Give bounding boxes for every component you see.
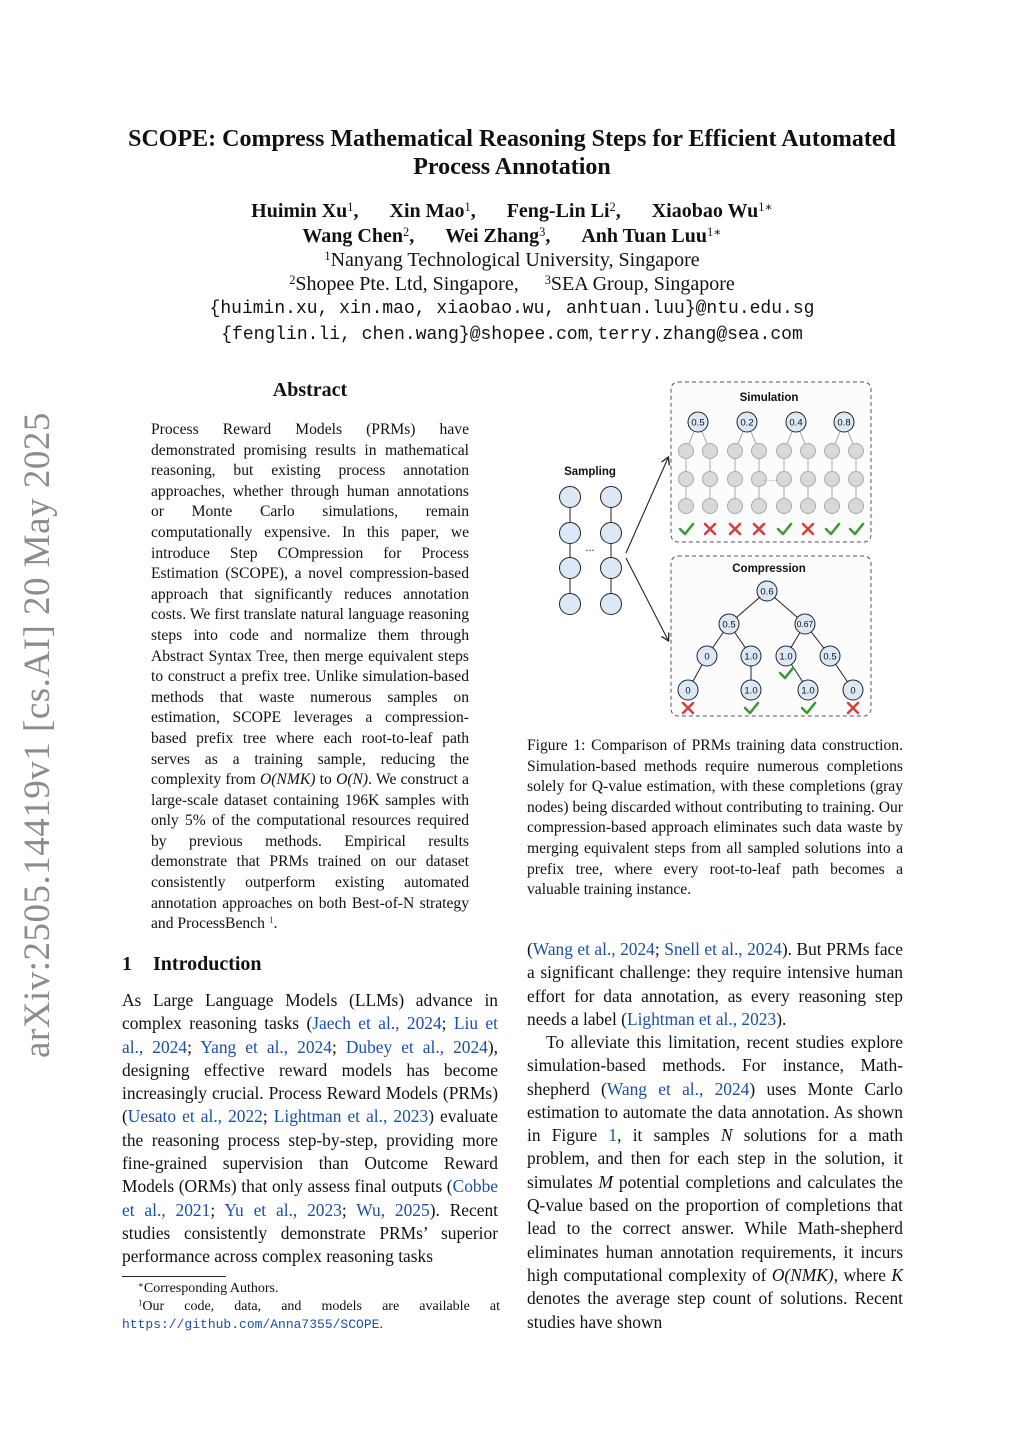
tree-node-value: 1.0 bbox=[779, 651, 793, 663]
sim-q-value: 0.8 bbox=[837, 417, 851, 429]
email-line-2: {fenglin.li, chen.wang}@shopee.com, terry.zhang@sea.com bbox=[221, 323, 803, 345]
simulation-label: Simulation bbox=[739, 392, 799, 404]
title-line-1: SCOPE: Compress Mathematical Reasoning Steps for Efficient Automated bbox=[128, 126, 896, 152]
citation-link[interactable]: Liu et al., 2024 bbox=[122, 1013, 498, 1057]
affiliation-line-1: $^1$Nanyang Technological University, Singapore bbox=[324, 248, 700, 271]
affiliation-line-2: $^2$Shopee Pte. Ltd, Singapore, $^3$SEA Group, Singapore bbox=[289, 272, 735, 295]
tree-node-value: 0 bbox=[850, 685, 856, 697]
author-name: Xin Mao$^1$, bbox=[389, 199, 476, 222]
figure-1-diagram bbox=[540, 378, 880, 720]
author-name: Anh Tuan Luu$^{1∗}$ bbox=[581, 224, 722, 247]
right-paragraph-2: To alleviate this limitation, recent studies explore simulation-based methods. For instance, Math-shepherd (Wang et al., 2024) uses Monte Carlo estimation to automate the data annotation. As shown in Figure 1, it samples N solutions for a math problem, and then for each step in the solution, it simulates M potential completions and calculates the Q-value based on the proportion of completions that lead to the correct answer. While Math-shepherd eliminates human annotation requirements, it incurs high computational complexity of O(NMK), where K denotes the average step count of solutions. Recent studies have shown bbox=[527, 1032, 903, 1332]
footnote-code: $^1$Our code, data, and models are available at https://github.com/Anna7355/SCOPE. bbox=[122, 1297, 500, 1332]
author-name: Xiaobao $Wu^{1∗}$ bbox=[651, 199, 773, 222]
email-line-1: {huimin.xu, xin.mao, xiaobao.wu, anhtuan.luu}@ntu.edu.sg bbox=[209, 299, 815, 319]
tree-node-value: 0 bbox=[704, 651, 710, 663]
sample-node bbox=[560, 487, 581, 508]
caption-label: Figure 1: bbox=[527, 737, 586, 754]
citation-link[interactable]: Dubey et al., 2024 bbox=[345, 1036, 488, 1057]
citation-link[interactable]: Wu, 2025 bbox=[356, 1199, 430, 1220]
sample-node bbox=[560, 523, 581, 544]
compression-panel bbox=[671, 556, 871, 716]
citation-link[interactable]: Yu et al., 2023 bbox=[224, 1199, 342, 1220]
abstract-text: Process Reward Models (PRMs) have demonstrated promising results in mathematical reasoning, but existing process annotation approaches, whether through human annotations or Monte Carlo simulations, remain computationally expensive. In this paper, we introduce Step COmpression for Process Estimation (SCOPE), a novel compression-based approach that significantly reduces annotation costs. We first translate natural language reasoning steps into code and normalize them through Abstract Syntax Tree, then merge equivalent steps to construct a prefix tree. Unlike simulation-based methods that waste numerous samples on estimation, SCOPE leverages a compression-based prefix tree where each root-to-leaf path serves as a training sample, reducing the complexity from O(NMK) to O(N). We construct a large-scale dataset containing 196K samples with only 5% of the computational resources required by previous methods. Empirical results demonstrate that PRMs trained on our dataset consistently outperform existing automated annotation approaches on both Best-of-N strategy and ProcessBench $^1$. bbox=[151, 421, 469, 933]
tree-node-value: 0.6 bbox=[760, 586, 774, 598]
tree-node-value: 0.5 bbox=[722, 619, 736, 631]
paper-title bbox=[100, 125, 924, 181]
author-name: Wei Zhang$^3$, bbox=[445, 224, 551, 247]
author-line-1 bbox=[100, 199, 924, 223]
footnote-divider bbox=[122, 1276, 226, 1277]
simulation-dots: ...... bbox=[762, 473, 778, 483]
tree-node-value: 1.0 bbox=[744, 685, 758, 697]
tree-node-value: 0.5 bbox=[823, 651, 837, 663]
tree-node-value: 1.0 bbox=[801, 685, 815, 697]
sampling-ellipsis: ... bbox=[585, 542, 595, 554]
citation-link[interactable]: Uesato et al., 2022 bbox=[127, 1106, 263, 1127]
sim-q-value: 0.5 bbox=[691, 417, 705, 429]
citation-link[interactable]: Yang et al., 2024 bbox=[200, 1036, 332, 1057]
tree-node-value: 1.0 bbox=[744, 651, 758, 663]
sample-node bbox=[560, 594, 581, 615]
sample-node bbox=[601, 487, 622, 508]
citation-link[interactable]: Cobbe et al., 2021 bbox=[122, 1176, 498, 1220]
sim-q-value: 0.2 bbox=[740, 417, 754, 429]
right-paragraph-1: (Wang et al., 2024; Snell et al., 2024). But PRMs face a significant challenge: they require intensive human effort for data annotation, as every reasoning step needs a label (Lightman et al., 2023). bbox=[527, 939, 903, 1029]
author-line-2 bbox=[100, 224, 924, 248]
sampling-chains bbox=[560, 487, 622, 615]
tree-node-value: 0.67 bbox=[796, 619, 814, 629]
citation-link[interactable]: Wang et al., 2024 bbox=[532, 939, 655, 959]
sample-node bbox=[601, 594, 622, 615]
simulation-panel bbox=[671, 382, 871, 542]
abstract-heading: Abstract bbox=[272, 379, 348, 401]
arrow-to-compression bbox=[626, 558, 668, 640]
author-name: Huimin Xu$^1$, bbox=[251, 199, 359, 222]
compression-label: Compression bbox=[732, 563, 806, 575]
footnote-corresponding: ∗Corresponding Authors. bbox=[138, 1279, 279, 1296]
intro-paragraph: As Large Language Models (LLMs) advance in complex reasoning tasks (Jaech et al., 2024; Liu et al., 2024; Yang et al., 2024; Dubey et al., 2024), designing effective reward models has become increasingly crucial. Process Reward Models (PRMs) (Uesato et al., 2022; Lightman et al., 2023) evaluate the reasoning process step-by-step, providing more fine-grained supervision than Outcome Reward Models (ORMs) that only assess final outputs (Cobbe et al., 2021; Yu et al., 2023; Wu, 2025). Recent studies consistently demonstrate PRMs’ superior performance across complex reasoning tasks bbox=[122, 990, 499, 1267]
author-name: Wang Chen$^2$, bbox=[302, 224, 415, 247]
footnote-ref[interactable]: 1 bbox=[268, 915, 274, 927]
citation-link[interactable]: Lightman et al., 2023 bbox=[626, 1008, 777, 1029]
citation-link[interactable]: Snell et al., 2024 bbox=[664, 939, 782, 959]
title-line-2: Process Annotation bbox=[413, 154, 611, 180]
sample-node bbox=[601, 523, 622, 544]
repo-link[interactable]: https://github.com/Anna7355/SCOPE bbox=[122, 1317, 380, 1332]
arrow-to-simulation bbox=[626, 458, 668, 553]
citation-link[interactable]: Wang et al., 2024 bbox=[606, 1078, 750, 1099]
figure-ref-link[interactable]: 1 bbox=[608, 1125, 618, 1146]
section-heading-introduction: 1 Introduction bbox=[122, 953, 262, 975]
sample-node bbox=[601, 558, 622, 579]
sample-node bbox=[560, 558, 581, 579]
figure-1-caption: Figure 1: Comparison of PRMs training data construction. Simulation-based methods require numerous completions solely for Q-value estimation, with these completions (gray nodes) being discarded without contributing to training. Our compression-based approach eliminates such data waste by merging equivalent steps from all sampled solutions into a prefix tree, where every root-to-leaf path becomes a valuable training instance. bbox=[527, 737, 903, 899]
tree-node-value: 0 bbox=[685, 685, 691, 697]
citation-link[interactable]: Jaech et al., 2024 bbox=[312, 1013, 442, 1034]
citation-link[interactable]: Lightman et al., 2023 bbox=[273, 1106, 429, 1127]
author-name: Feng-Lin Li$^2$, bbox=[506, 199, 621, 222]
arxiv-identifier-stamp: arXiv:2505.14419v1 [cs.AI] 20 May 2025 bbox=[17, 412, 58, 1058]
sampling-label: Sampling bbox=[564, 466, 616, 478]
sim-q-value: 0.4 bbox=[789, 417, 803, 429]
